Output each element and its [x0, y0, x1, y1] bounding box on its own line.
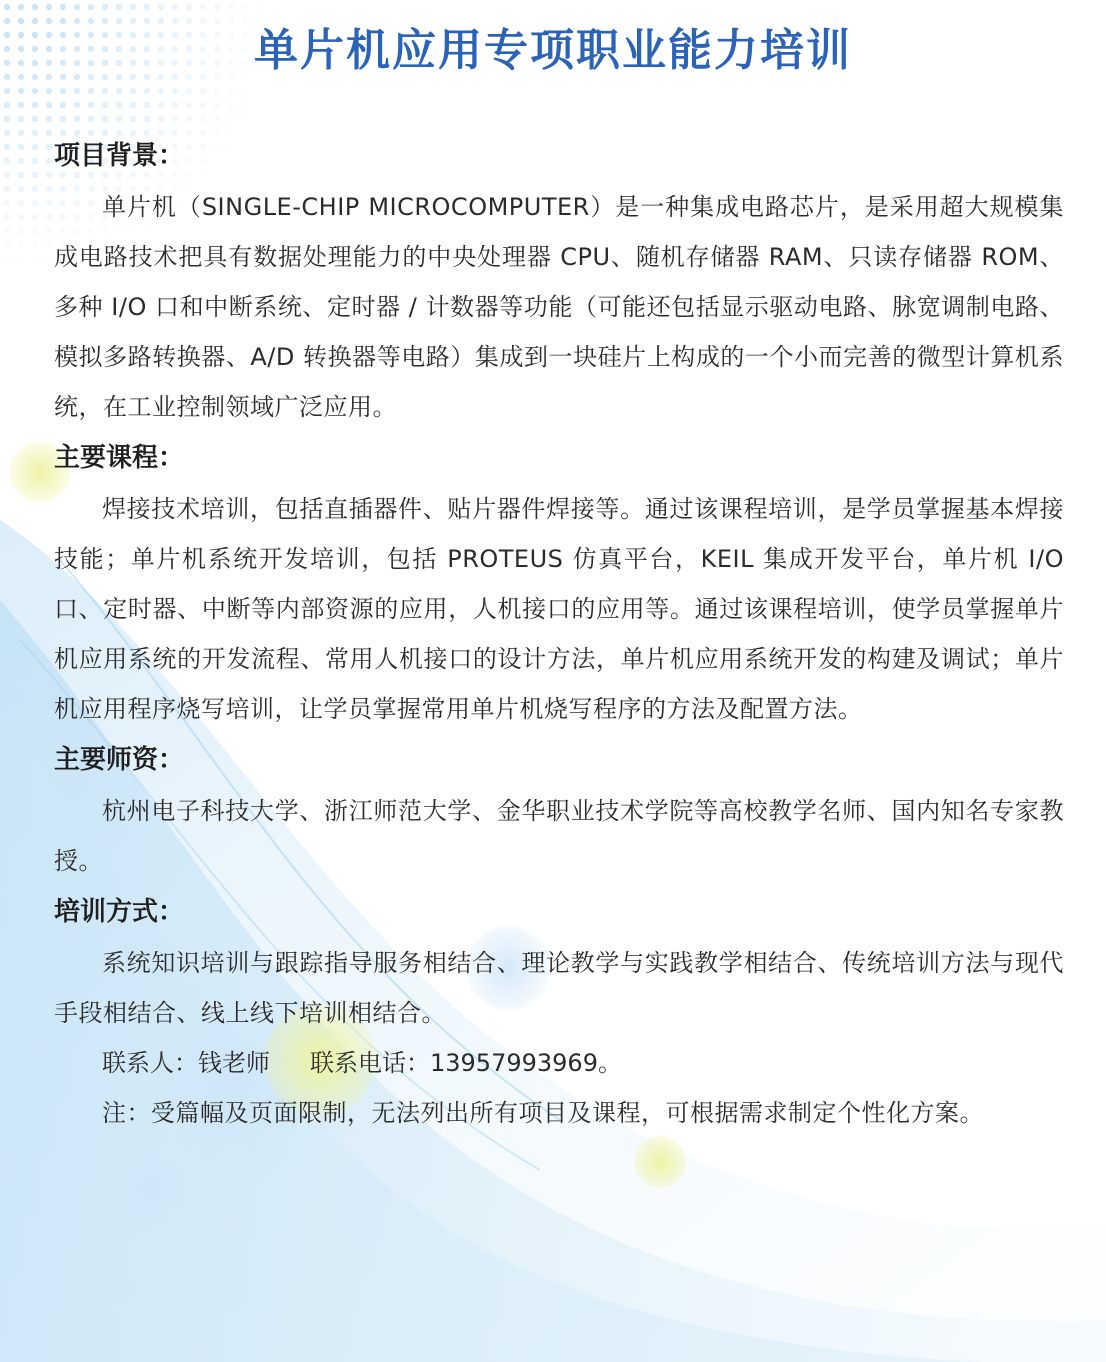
document-body [54, 130, 1064, 1138]
section-text: 焊接技术培训，包括直插器件、贴片器件焊接等。通过该课程培训，是学员掌握基本焊接技能；单片机系统开发培训，包括 PROTEUS 仿真平台，KEIL 集成开发平台，单片机 I/O 口、定时器、中断等内部资源的应用，人机接口的应用等。通过该课程培训，使学员掌握单片机应用系统的开发流程、常用人机接口的设计方法，单片机应用系统开发的构建及调试；单片机应用程序烧写培训，让学员掌握常用单片机烧写程序的方法及配置方法。 [54, 495, 1064, 723]
section-heading: 主要课程： [54, 443, 185, 473]
section-background [54, 130, 1064, 432]
section-heading: 项目背景： [54, 141, 185, 171]
note-text: 注：受篇幅及页面限制，无法列出所有项目及课程，可根据需求制定个性化方案。 [102, 1099, 984, 1127]
section-heading: 培训方式： [54, 897, 185, 927]
section-teachers [54, 734, 1064, 886]
section-heading: 主要师资： [54, 745, 185, 775]
contact-phone: 联系电话：13957993969。 [310, 1049, 622, 1077]
section-text: 系统知识培训与跟踪指导服务相结合、理论教学与实践教学相结合、传统培训方法与现代手段相结合、线上线下培训相结合。 [54, 949, 1064, 1027]
section-text: 单片机（SINGLE-CHIP MICROCOMPUTER）是一种集成电路芯片，是采用超大规模集成电路技术把具有数据处理能力的中央处理器 CPU、随机存储器 RAM、只读存储器 ROM、多种 I/O 口和中断系统、定时器 / 计数器等功能（可能还包括显示驱动电路、脉宽调制电路、模拟多路转换器、A/D 转换器等电路）集成到一块硅片上构成的一个小而完善的微型计算机系统，在工业控制领域广泛应用。 [54, 193, 1064, 421]
section-courses [54, 432, 1064, 734]
contact-person: 联系人：钱老师 [102, 1049, 270, 1077]
section-text: 杭州电子科技大学、浙江师范大学、金华职业技术学院等高校教学名师、国内知名专家教授。 [54, 797, 1064, 875]
contact-line [54, 1038, 1064, 1088]
section-training-method [54, 886, 1064, 1038]
page-title: 单片机应用专项职业能力培训 [254, 25, 852, 76]
